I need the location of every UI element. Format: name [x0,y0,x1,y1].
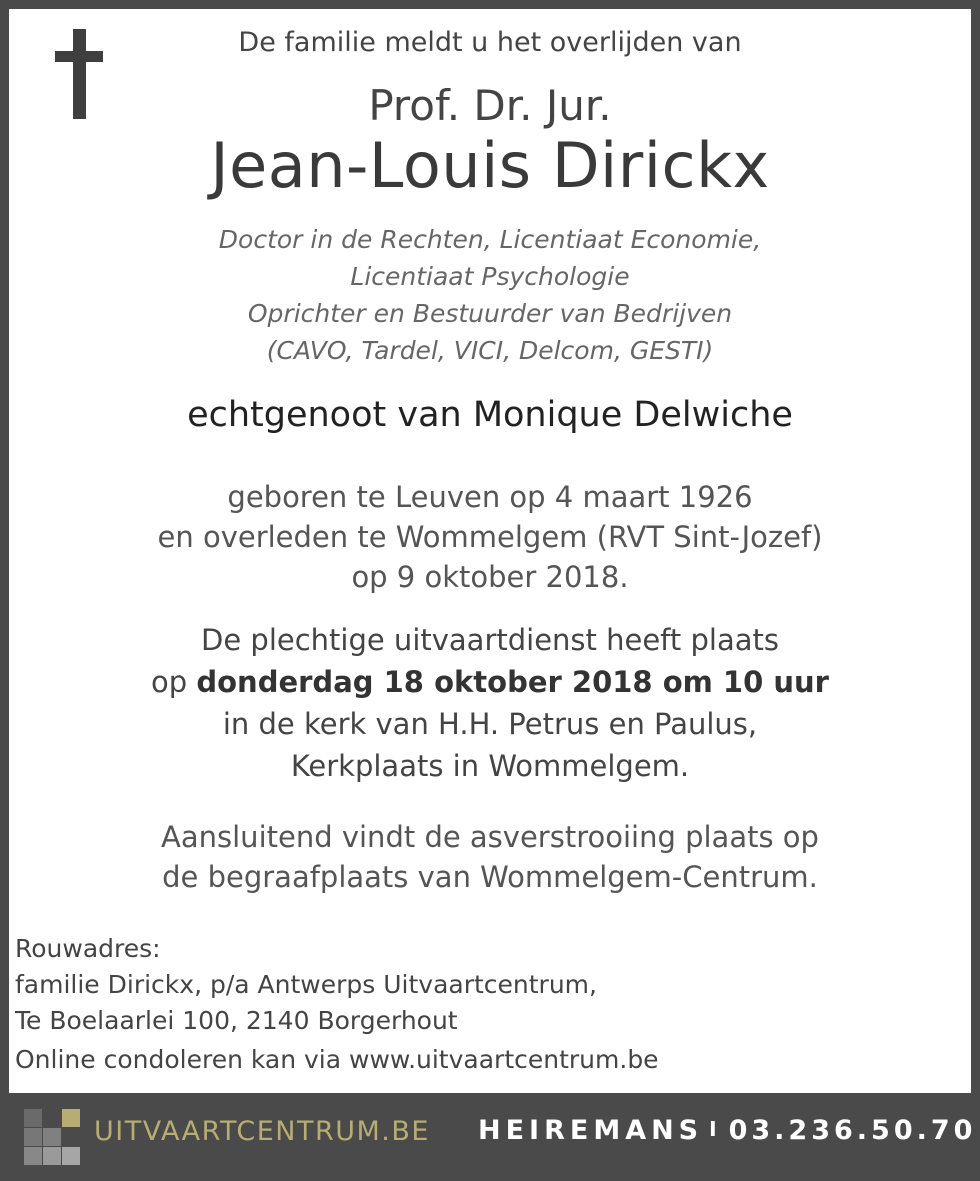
service-date-prefix: op [151,665,197,699]
subtitle-line: Doctor in de Rechten, Licentiaat Economie, [218,225,762,254]
service-place-line: Kerkplaats in Wommelgem. [290,749,690,783]
intro-text: De familie meldt u het overlijden van [238,27,742,58]
died-line: en overleden te Wommelgem (RVT Sint-Jozef) [157,520,823,554]
uitvaartcentrum-logo-icon [24,1109,80,1165]
brand-name: UITVAARTCENTRUM.BE [94,1116,430,1147]
subtitle-line: Licentiaat Psychologie [350,262,630,291]
died-date-line: op 9 oktober 2018. [351,560,629,594]
company-name: HEIREMANS [478,1115,704,1146]
mourning-address [15,931,597,1039]
service-line: De plechtige uitvaartdienst heeft plaats [201,623,779,657]
service-date: donderdag 18 oktober 2018 om 10 uur [196,665,829,699]
phone-number: 03.236.50.70 [728,1115,977,1146]
subtitles [9,221,971,369]
death-notice-card [9,9,971,1093]
after-line: de begraafplaats van Wommelgem-Centrum. [162,860,818,894]
ash-scattering-info [9,817,971,897]
after-line: Aansluitend vindt de asverstrooiing plaats op [161,820,819,854]
address-heading: Rouwadres: [15,934,161,963]
separator: I [709,1117,717,1141]
footer-bar [0,1093,980,1181]
born-line: geboren te Leuven op 4 maart 1926 [227,480,753,514]
birth-death-info [9,477,971,597]
subtitle-line: (CAVO, Tardel, VICI, Delcom, GESTI) [266,336,714,365]
service-church-line: in de kerk van H.H. Petrus en Paulus, [222,707,758,741]
address-line: familie Dirickx, p/a Antwerps Uitvaartcentrum, [15,970,597,999]
subtitle-line: Oprichter en Bestuurder van Bedrijven [247,299,733,328]
deceased-name: Jean-Louis Dirickx [210,129,770,202]
academic-title: Prof. Dr. Jur. [368,81,612,130]
online-condolence-text: Online condoleren kan via www.uitvaartcentrum.be [15,1045,659,1074]
service-date-line [9,661,971,703]
address-line: Te Boelaarlei 100, 2140 Borgerhout [15,1006,458,1035]
funeral-service-info [9,619,971,787]
company-contact [478,1115,976,1146]
spouse-line: echtgenoot van Monique Delwiche [187,395,793,435]
